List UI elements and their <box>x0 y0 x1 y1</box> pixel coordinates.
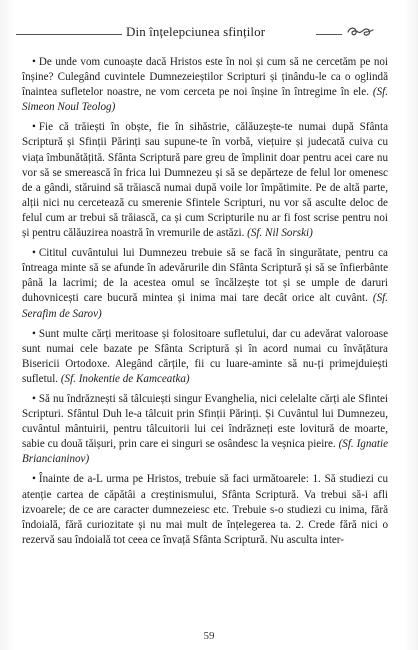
quote-text: De unde vom cunoaște dacă Hristos este în noi și cum să ne cercetăm pe noi înșine? Culegând cuvintele Dumnezeieștilor Scripturi și ținându-le ca o oglindă înaintea sufletelor noastre, ne vom cerceta pe noi înșine în întregime în ele. <box>22 56 388 99</box>
bullet-mark: • <box>32 327 36 340</box>
bullet-mark: • <box>32 473 36 486</box>
quote-text: Să nu îndrăznești să tâlcuiești singur Evanghelia, nici celelalte cărți ale Sfintei Scripturi. Sfântul Duh le-a tâlcuit prin Sfinții Părinți. Și Cuvântul lui Dumnezeu, cuvântul mântuirii, pentru tâlcuitorii lui cei îndrăzneți este lovitură de moarte, sabie cu două tăișuri, prin care ei singuri se osândesc la veșnica pieire. <box>22 392 388 451</box>
quote-paragraph <box>22 392 388 467</box>
page-content <box>22 55 388 553</box>
bullet-mark: • <box>32 56 36 68</box>
quote-text: Înainte de a-L urma pe Hristos, trebuie să faci următoarele: 1. Să studiezi cu atenție cartea de căpătâi a creștinismului, Sfânta Scriptură. Va trebui să-i afli izvoarele; de ce are caracter dumnezeiesc etc. Trebuie s-o studiezi cu inima, fără îndoială, fără curiozitate și nu mai mult de înțelegerea ta. 2. Crede fără nici o rezervă sau îndoială tot ceea ce învață Sfânta Scriptură. Nu asculta inter- <box>22 473 388 546</box>
running-header <box>16 22 396 40</box>
quote-text: Fie că trăiești în obște, fie în sihăstrie, călăuzește-te numai după Sfânta Scriptură și Sfinții Părinți sau supune-te în vorbă, viețuire și judecată cuiva cu viața îmbunătățită. Sfânta Scriptură pare greu de împlinit doar pentru acei care nu vor să se smerească în frica lui Dumnezeu și să se depărteze de felul lor omenesc de a gândi, stăruind să trăiască numai după voile lor împătimite. Pe de altă parte, alții nici nu cercetează cu smerenie Sfintele Scripturi, nu vor să asculte deloc de felul cum ar trebui să trăiască, ca și cum Scripturile nu ar fi fost scrise pentru noi și pentru călăuzirea noastră în vremurile de astăzi. <box>22 121 388 240</box>
quote-source: (Sf. Nil Sorski) <box>247 227 313 240</box>
running-title: Din înțelepciunea sfinților <box>126 24 266 39</box>
quote-source: (Sf. Serafim de Sarov) <box>22 292 389 320</box>
quote-source: (Sf. Ignatie Briancianinov) <box>22 438 388 466</box>
quote-source: (Sf. Inokentie de Kamceatka) <box>60 372 190 385</box>
quote-text: Sunt multe cărți meritoase și folositoare sufletului, dar cu adevărat valoroase sunt numai cele bazate pe Sfânta Scriptură și în acord numai cu învățătura Bisericii Ortodoxe. Alegând cărțile, fii cu luare-aminte să nu-ți primejduiești sufletul. <box>22 327 388 385</box>
bullet-mark: • <box>32 121 36 134</box>
page-number: 59 <box>203 630 215 642</box>
header-rule-left <box>16 34 122 35</box>
quote-paragraph <box>22 472 388 547</box>
flourish-ornament-icon <box>346 25 374 39</box>
quote-paragraph <box>22 327 388 387</box>
bullet-mark: • <box>32 247 36 260</box>
bullet-mark: • <box>32 392 36 405</box>
quote-source: (Sf. Simeon Noul Teolog) <box>22 86 388 114</box>
header-rule-right <box>316 34 342 35</box>
quote-paragraph <box>22 246 388 321</box>
quote-paragraph <box>22 55 388 115</box>
quote-text: Cititul cuvântului lui Dumnezeu trebuie să se facă în singurătate, pentru ca întreaga minte să se afunde în adevărurile din Sfânta Scriptură și să se înfierbânte până la lacrimi; de la acestea omul se încălzește tot și se umple de daruri duhovnicești care bucură mintea și inima mai tare decât orice alt cuvânt. <box>22 247 388 305</box>
quote-paragraph <box>22 120 388 241</box>
